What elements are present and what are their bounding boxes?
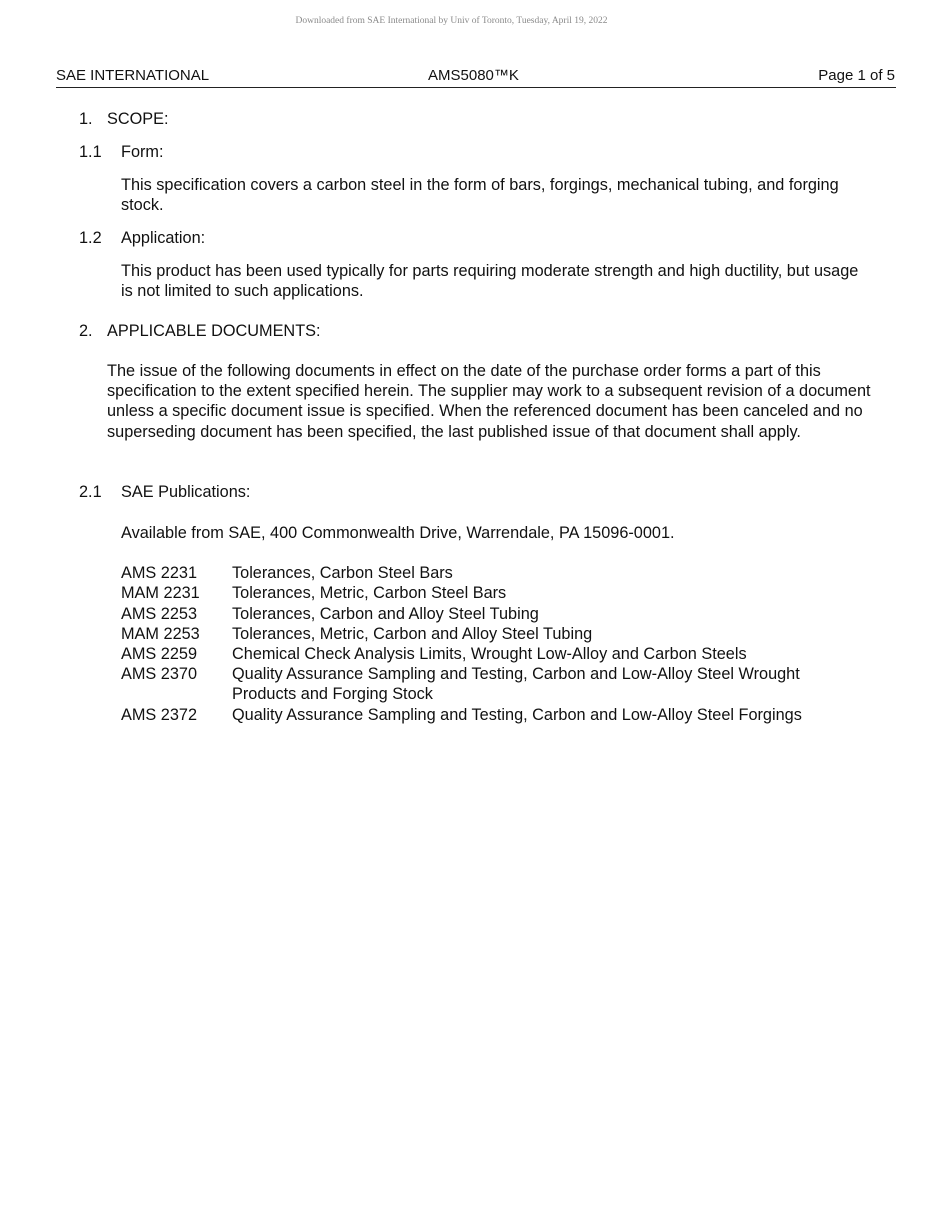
publication-title: Chemical Check Analysis Limits, Wrought Low-Alloy and Carbon Steels: [232, 645, 747, 663]
publication-code: AMS 2259: [121, 645, 198, 663]
publication-code: MAM 2253: [121, 625, 200, 643]
header-page-number: Page 1 of 5: [818, 67, 895, 84]
section-1-title: SCOPE:: [107, 110, 169, 128]
section-1-1-title: Form:: [121, 143, 164, 161]
section-1-2-title: Application:: [121, 229, 206, 247]
section-2-number: 2.: [79, 322, 93, 340]
publication-code: AMS 2370: [121, 665, 198, 683]
section-1-2-body: This product has been used typically for parts requiring moderate strength and high ductility, but usage is not limited to such applications.: [121, 262, 859, 301]
section-2-1-title: SAE Publications:: [121, 483, 251, 501]
publication-code: AMS 2231: [121, 564, 198, 582]
publication-code: MAM 2231: [121, 584, 200, 602]
section-1-1-number: 1.1: [79, 143, 102, 161]
section-2-body: The issue of the following documents in effect on the date of the purchase order forms a part of this specification to the extent specified herein. The supplier may work to a subsequent revision of a document unless a specific document issue is specified. When the referenced document has been canceled and no superseding document has been specified, the last published issue of that document shall apply.: [107, 362, 871, 441]
publication-code: AMS 2253: [121, 605, 198, 623]
section-1-2-number: 1.2: [79, 229, 102, 247]
publication-title: Tolerances, Metric, Carbon and Alloy Steel Tubing: [232, 625, 593, 643]
sae-availability-address: Available from SAE, 400 Commonwealth Drive, Warrendale, PA 15096-0001.: [121, 524, 675, 542]
page-header: [56, 67, 896, 88]
publication-title: Quality Assurance Sampling and Testing, Carbon and Low-Alloy Steel Forgings: [232, 706, 802, 724]
section-1-1-body: This specification covers a carbon steel in the form of bars, forgings, mechanical tubing, and forging stock.: [121, 176, 839, 215]
section-2-1-number: 2.1: [79, 483, 102, 501]
publication-title: Quality Assurance Sampling and Testing, Carbon and Low-Alloy Steel Wrought Products and Forging Stock: [232, 665, 800, 704]
header-document-id: AMS5080™K: [428, 67, 519, 84]
section-2-title: APPLICABLE DOCUMENTS:: [107, 322, 321, 340]
header-organization: SAE INTERNATIONAL: [56, 67, 210, 84]
publication-code: AMS 2372: [121, 706, 198, 724]
download-watermark: Downloaded from SAE International by Univ of Toronto, Tuesday, April 19, 2022: [295, 16, 608, 26]
section-1-number: 1.: [79, 110, 93, 128]
publication-title: Tolerances, Metric, Carbon Steel Bars: [232, 584, 507, 602]
publication-title: Tolerances, Carbon Steel Bars: [232, 564, 453, 582]
publication-title: Tolerances, Carbon and Alloy Steel Tubing: [232, 605, 539, 623]
